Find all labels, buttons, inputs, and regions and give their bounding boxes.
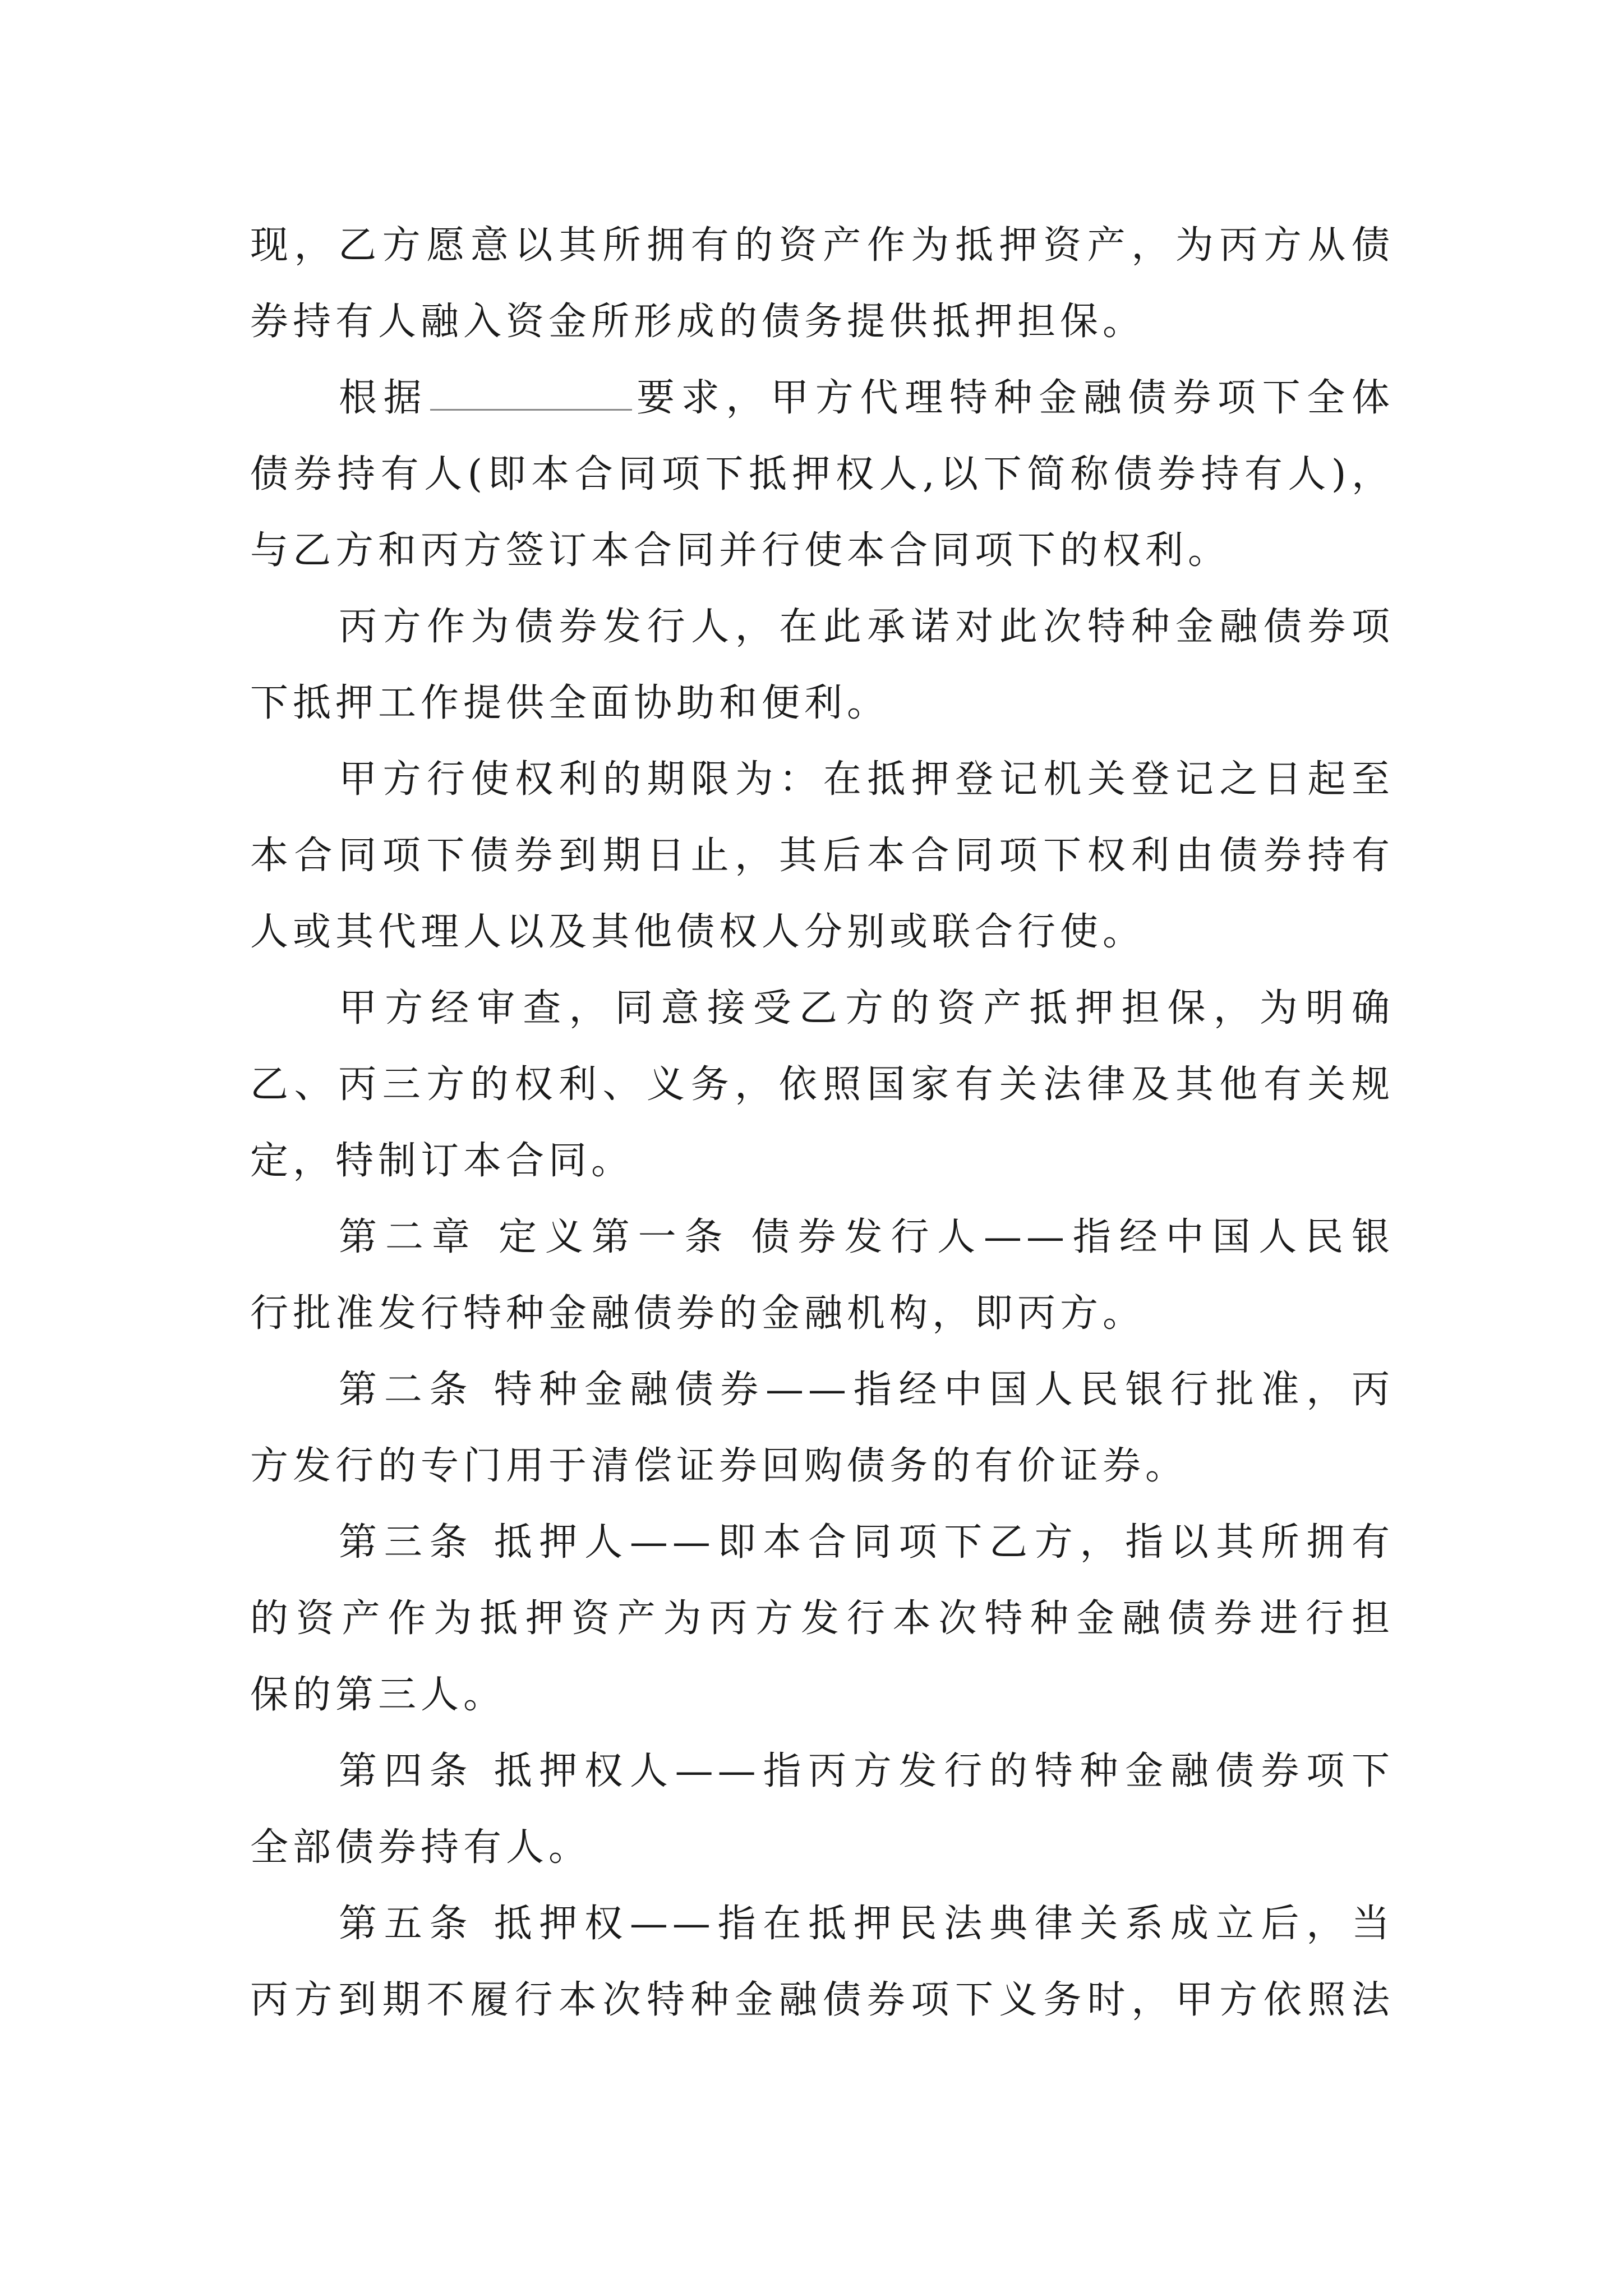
text-line: 定，特制订本合同。: [250, 1139, 634, 1183]
text-line: 券持有人融入资金所形成的债务提供抵押担保。: [250, 300, 1146, 344]
paragraph-first-line: 第四条 抵押权人——指丙方发行的特种金融债券项下: [339, 1749, 1394, 1793]
paragraph-first-line: 第五条 抵押权——指在抵押民法典律关系成立后，当: [339, 1902, 1394, 1946]
paragraph-first-line: 第二章 定义第一条 债券发行人——指经中国人民银: [339, 1215, 1394, 1259]
text-line: 债券持有人(即本合同项下抵押权人,以下简称债券持有人)，: [250, 452, 1394, 496]
paragraph-first-line: 甲方行使权利的期限为：在抵押登记机关登记之日起至: [339, 757, 1394, 802]
paragraph-first-line: 第二条 特种金融债券——指经中国人民银行批准，丙: [339, 1368, 1394, 1412]
paragraph-first-line: 第三条 抵押人——即本合同项下乙方，指以其所拥有: [339, 1520, 1394, 1565]
text-line: 本合同项下债券到期日止，其后本合同项下权利由债券持有: [250, 834, 1394, 878]
text-line: 下抵押工作提供全面协助和便利。: [250, 681, 890, 725]
text-line: 与乙方和丙方签订本合同并行使本合同项下的权利。: [250, 528, 1231, 573]
text-fragment: 要求，甲方代理特种金融债券项下全体: [634, 376, 1394, 420]
text-line: 全部债券持有人。: [250, 1825, 592, 1870]
text-line: 保的第三人。: [250, 1673, 506, 1717]
text-line: 行批准发行特种金融债券的金融机构，即丙方。: [250, 1291, 1146, 1336]
text-line: 乙、丙三方的权利、义务，依照国家有关法律及其他有关规: [250, 1062, 1394, 1107]
text-line: 丙方到期不履行本次特种金融债券项下义务时，甲方依照法: [250, 1978, 1394, 2022]
paragraph-line-with-blank: [339, 360, 1394, 436]
text-line: 现，乙方愿意以其所拥有的资产作为抵押资产，为丙方从债: [250, 223, 1394, 268]
paragraph-first-line: 甲方经审查，同意接受乙方的资产抵押担保，为明确: [339, 986, 1394, 1030]
text-fragment: 根据: [339, 376, 428, 420]
fill-in-blank: [430, 375, 632, 411]
text-line: 人或其代理人以及其他债权人分别或联合行使。: [250, 910, 1146, 954]
text-line: 方发行的专门用于清偿证券回购债务的有价证券。: [250, 1444, 1188, 1488]
paragraph-first-line: 丙方作为债券发行人，在此承诺对此次特种金融债券项: [339, 605, 1394, 649]
text-line: 的资产作为抵押资产为丙方发行本次特种金融债券进行担: [250, 1596, 1394, 1641]
